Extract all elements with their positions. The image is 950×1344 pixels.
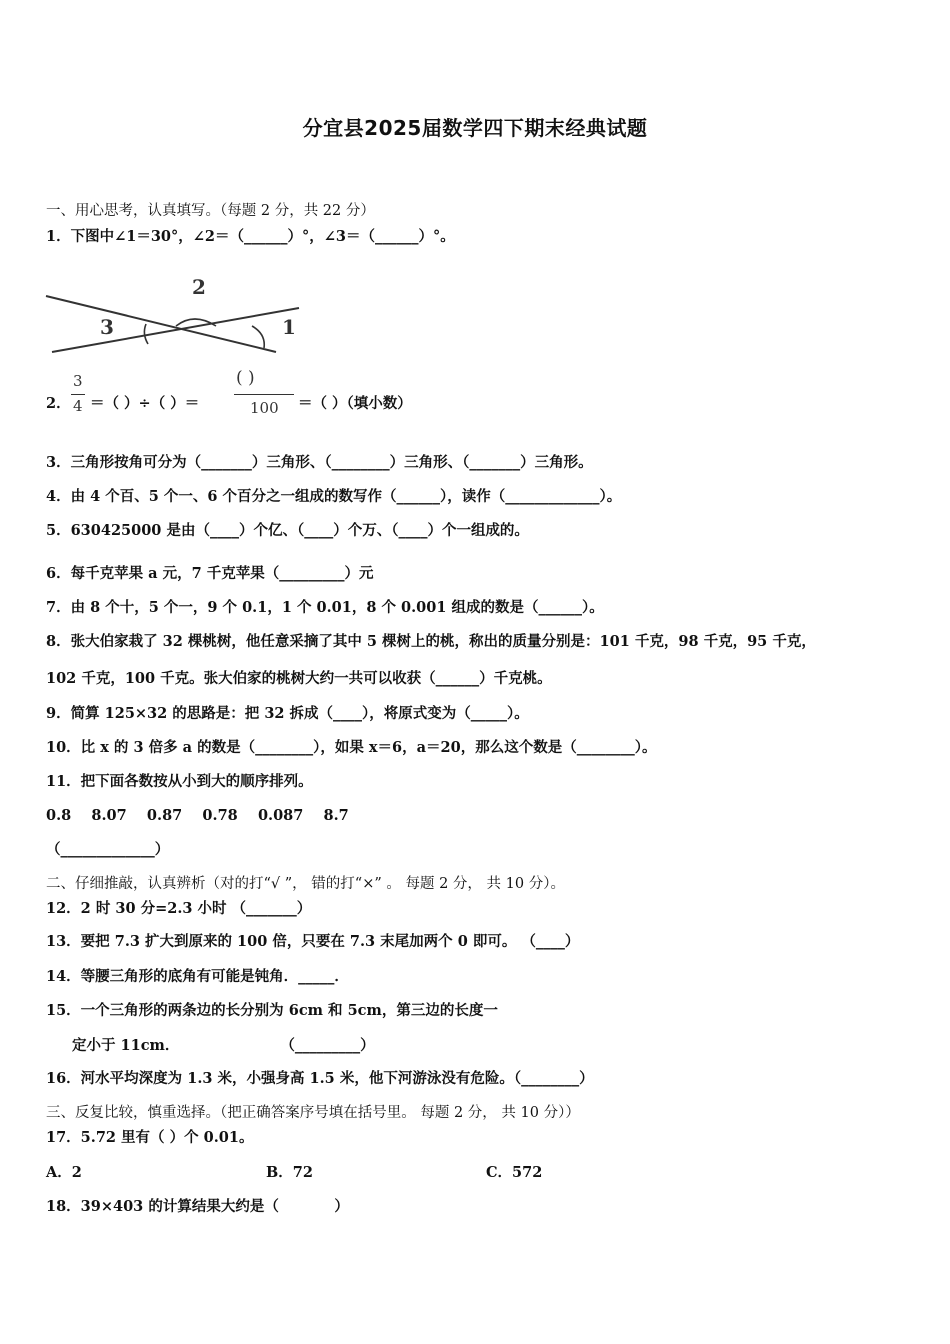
fraction-1-bar [71, 394, 85, 395]
fraction-2-numerator: ( ) [236, 368, 255, 388]
question-3: 3．三角形按角可分为（_______）三角形、（________）三角形、（_______）三角形。 [46, 454, 593, 471]
question-2-prefix: 2． [46, 395, 71, 412]
question-11: 11．把下面各数按从小到大的顺序排列。 [46, 773, 313, 790]
fraction-1-numerator: 3 [73, 372, 83, 390]
section-2-heading: 二、仔细推敲，认真辨析（对的打“√ ”， 错的打“×” 。 每题 2 分， 共 10 分）。 [46, 876, 565, 892]
question-11-numbers: 0.8 8.07 0.87 0.78 0.087 8.7 [46, 807, 349, 824]
angle-2-arc [176, 319, 216, 326]
question-15-line-1: 15．一个三角形的两条边的长分别为 6cm 和 5cm，第三边的长度一 [46, 1002, 498, 1019]
page-title: 分宜县2025届数学四下期末经典试题 [302, 116, 648, 140]
question-2-suffix: ＝（ ）（填小数） [298, 395, 412, 412]
question-4: 4．由 4 个百、5 个一、6 个百分之一组成的数写作（______），读作（_____________）。 [46, 488, 622, 505]
section-3-heading: 三、反复比较，慎重选择。（把正确答案序号填在括号里。 每题 2 分， 共 10 分）） [46, 1105, 580, 1121]
label-3: 3 [100, 315, 114, 339]
label-2: 2 [192, 275, 206, 299]
option-c: C．572 [486, 1164, 543, 1181]
option-a: A．2 [46, 1164, 82, 1181]
question-7: 7．由 8 个十，5 个一，9 个 0.1，1 个 0.01，8 个 0.001 组成的数是（______）。 [46, 599, 604, 616]
question-18: 18．39×403 的计算结果大约是（ ） [46, 1198, 349, 1215]
question-11-answer: （_____________） [46, 841, 170, 858]
question-2-middle: ＝（ ）÷（ ）＝ [90, 395, 200, 412]
question-14: 14．等腰三角形的底角有可能是钝角．_____． [46, 968, 349, 985]
line-a [46, 296, 276, 352]
question-12: 12．2 时 30 分=2.3 小时 （_______） [46, 900, 312, 917]
question-8-line-1: 8．张大伯家栽了 32 棵桃树，他任意采摘了其中 5 棵树上的桃，称出的质量分别是：101 千克，98 千克，95 千克， [46, 633, 816, 650]
question-1: 1．下图中∠1＝30°，∠2＝（______）°，∠3＝（______）°。 [46, 228, 455, 245]
fraction-2-bar [234, 394, 294, 395]
question-10: 10．比 x 的 3 倍多 a 的数是（________），如果 x＝6，a＝20，那么这个数是（________）。 [46, 739, 657, 756]
question-9: 9．简算 125×32 的思路是：把 32 拆成（____），将原式变为（_____）。 [46, 705, 529, 722]
question-6: 6．每千克苹果 a 元，7 千克苹果（_________）元 [46, 565, 374, 582]
question-13: 13．要把 7.3 扩大到原来的 100 倍，只要在 7.3 末尾加两个 0 即可。 （____） [46, 933, 580, 950]
option-b: B．72 [266, 1164, 313, 1181]
angle-1-arc [252, 326, 264, 348]
question-8-line-2: 102 千克，100 千克。张大伯家的桃树大约一共可以收获（______）千克桃。 [46, 670, 552, 687]
label-1: 1 [282, 315, 296, 339]
question-17: 17．5.72 里有（ ）个 0.01。 [46, 1129, 254, 1146]
question-16: 16．河水平均深度为 1.3 米，小强身高 1.5 米，他下河游泳没有危险。（________） [46, 1070, 594, 1087]
fraction-1-denominator: 4 [73, 397, 83, 415]
section-1-heading: 一、用心思考，认真填写。（每题 2 分，共 22 分） [46, 203, 375, 219]
question-15-line-2: 定小于 11cm． （_________） [72, 1037, 375, 1054]
intersecting-lines-figure [44, 270, 304, 360]
question-5: 5．630425000 是由（____）个亿、（____）个万、（____）个一组成的。 [46, 522, 529, 539]
fraction-2-denominator: 100 [250, 399, 279, 417]
line-b [52, 308, 299, 352]
